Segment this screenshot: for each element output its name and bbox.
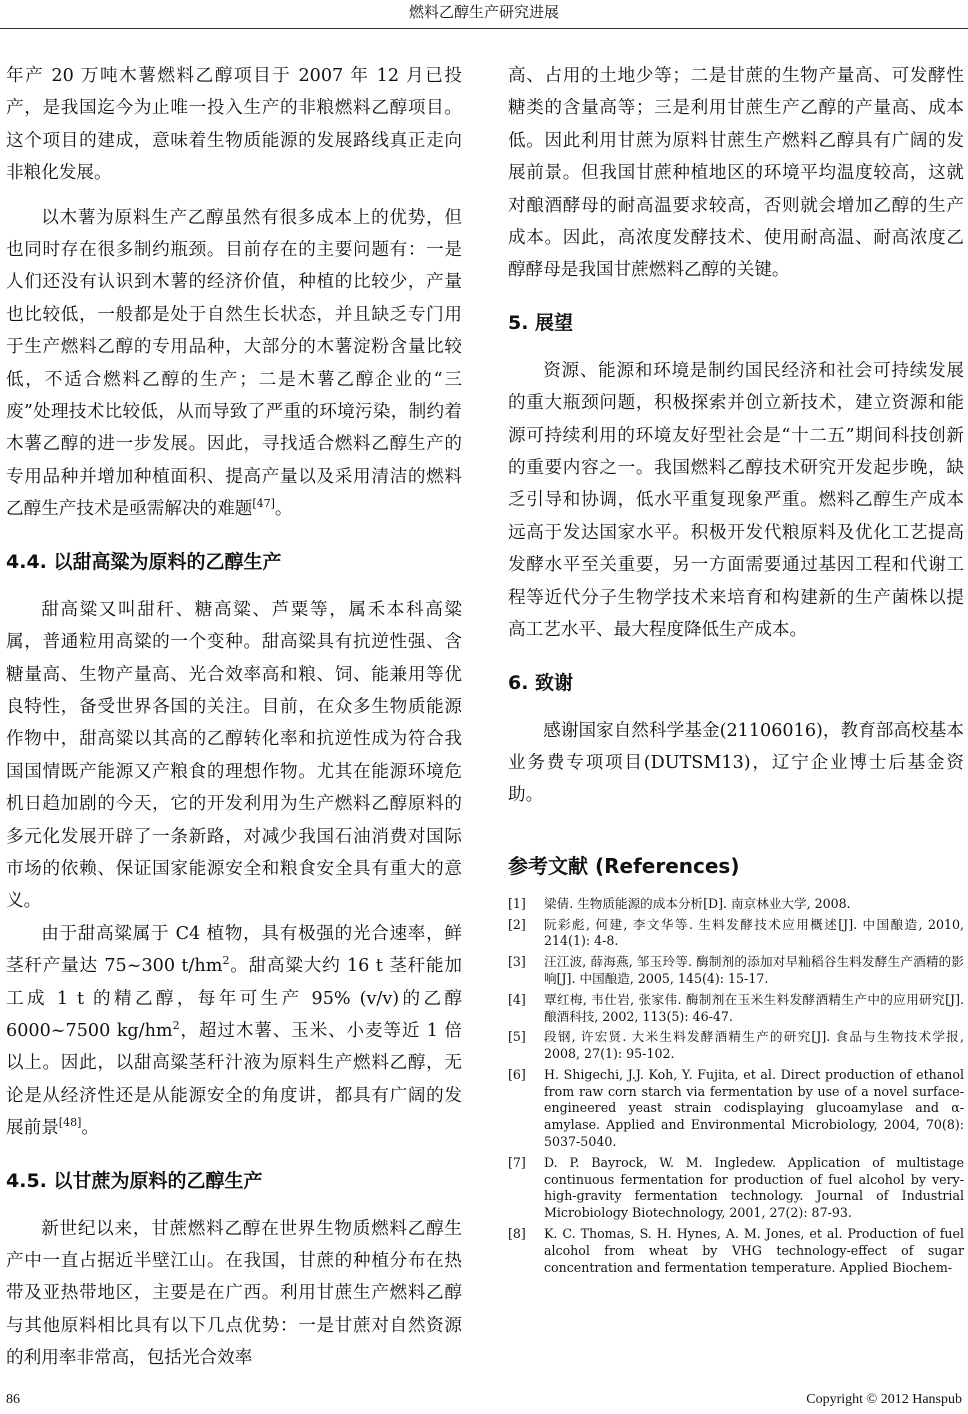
reference-number: [7] — [508, 1154, 526, 1170]
header-divider — [0, 28, 968, 29]
body-paragraph: 新世纪以来，甘蔗燃料乙醇在世界生物质燃料乙醇生产中一直占据近半壁江山。在我国，甘蔗的种植分布在热带及亚热带地区，主要是在广西。利用甘蔗生产燃料乙醇与其他原料相比具有以下几点优势：一是甘蔗对自然资源的利用率非常高，包括光合效率 — [6, 1218, 462, 1369]
reference-number: [4] — [508, 991, 526, 1007]
citation-48[interactable]: [48] — [58, 1116, 82, 1130]
body-paragraph: 高、占用的土地少等；二是甘蔗的生物产量高、可发酵性糖类的含量高等；三是利用甘蔗生产乙醇的产量高、成本低。因此利用甘蔗为原料甘蔗生产燃料乙醇具有广阔的发展前景。但我国甘蔗种植地区的环境平均温度较高，这就对酿酒酵母的耐高温要求较高，否则就会增加乙醇的生产成本。因此，高浓度发酵技术、使用耐高温、耐高浓度乙醇酵母是我国甘蔗燃料乙醇的关键。 — [508, 66, 964, 281]
reference-number: [3] — [508, 954, 526, 970]
paragraph-end: 。 — [274, 499, 293, 520]
reference-item — [508, 954, 964, 988]
reference-text: D. P. Bayrock, W. M. Ingledew. Application of multistage continuous fermentation for production of fuel alcohol by very-high-gravity fermentation technology. Journal of Industrial Microbiology Biotechnology, 2001, 27(2): 87-93. — [544, 1154, 964, 1221]
reference-item — [508, 1155, 964, 1222]
paragraph-text: 。甜高粱大约 16 t 茎秆能加工成 1 t 的精乙醇，每年可生产 95% (v/v)的乙醇 6000~7500 kg/hm — [6, 956, 462, 1041]
reference-text: 汪江波, 薛海燕, 邹玉玲等. 酶制剂的添加对早籼稻谷生料发酵生产酒精的影响[J]. 中国酿造, 2005, 145(4): 15-17. — [544, 954, 964, 986]
paragraph-text: 以木薯为原料生产乙醇虽然有很多成本上的优势，但也同时存在很多制约瓶颈。目前存在的主要问题有：一是人们还没有认识到木薯的经济价值，种植的比较少，产量也比较低，一般都是处于自然生长状态，并且缺乏专门用于生产燃料乙醇的专用品种，大部分的木薯淀粉含量比较低，不适合燃料乙醇的生产；二是木薯乙醇企业的“三废”处理技术比较低，从而导致了严重的环境污染，制约着木薯乙醇的进一步发展。因此，寻找适合燃料乙醇生产的专用品种并增加种植面积、提高产量以及采用清洁的燃料乙醇生产技术是亟需解决的难题 — [6, 207, 462, 520]
body-paragraph: 资源、能源和环境是制约国民经济和社会可持续发展的重大瓶颈问题，积极探索并创立新技术，建立资源和能源可持续利用的环境友好型社会是“十二五”期间科技创新的重要内容之一。我国燃料乙醇技术研究开发起步晚，缺乏引导和协调，低水平重复现象严重。燃料乙醇生产成本远高于发达国家水平。积极开发代粮原料及优化工艺提高发酵水平至关重要，另一方面需要通过基因工程和代谢工程等近代分子生物学技术来培育和构建新的生产菌株以提高工艺水平、最大程度降低生产成本。 — [508, 360, 964, 641]
reference-item — [508, 992, 964, 1026]
reference-item — [508, 1226, 964, 1276]
right-column — [508, 60, 964, 1280]
reference-list — [508, 896, 964, 1277]
reference-item — [508, 1067, 964, 1151]
reference-number: [2] — [508, 916, 526, 932]
superscript: 2 — [172, 1019, 180, 1033]
reference-item — [508, 917, 964, 951]
reference-text: 段钢, 许宏贤. 大米生料发酵酒精生产的研究[J]. 食品与生物技术学报, 2008, 27(1): 95-102. — [544, 1029, 964, 1062]
body-paragraph — [6, 202, 462, 526]
superscript: 2 — [222, 954, 230, 968]
body-paragraph: 感谢国家自然科学基金(21106016)，教育部高校基本业务费专项项目(DUTSM13)，辽宁企业博士后基金资助。 — [508, 720, 964, 806]
reference-text: 阮彩彪, 何建, 李文华等. 生料发酵技术应用概述[J]. 中国酿造, 2010, 214(1): 4-8. — [544, 916, 964, 949]
references-heading: 参考文献 (References) — [508, 853, 740, 878]
reference-number: [8] — [508, 1226, 526, 1242]
reference-text: 覃红梅, 韦仕岩, 张家伟. 酶制剂在玉米生料发酵酒精生产中的应用研究[J]. 酿酒科技, 2002, 113(5): 46-47. — [544, 991, 964, 1024]
section-heading-5: 5. 展望 — [508, 311, 574, 334]
reference-text: H. Shigechi, J.J. Koh, Y. Fujita, et al. Direct production of ethanol from raw corn starch via fermentation by use of a novel surface-engineered yeast strain codisplaying glucoamylase and α-amylase. Applied and Environmental Microbiology, 2004, 70(8): 5037-5040. — [544, 1066, 964, 1150]
section-heading-4-4: 4.4. 以甜高粱为原料的乙醇生产 — [6, 550, 282, 573]
copyright-notice: Copyright © 2012 Hanspub — [806, 1392, 962, 1407]
citation-47[interactable]: [47] — [252, 497, 275, 511]
body-paragraph: 年产 20 万吨木薯燃料乙醇项目于 2007 年 12 月已投产，是我国迄今为止唯一投入生产的非粮燃料乙醇项目。这个项目的建成，意味着生物质能源的发展路线真正走向非粮化发展。 — [6, 66, 462, 184]
reference-text: 梁倩. 生物质能源的成本分析[D]. 南京林业大学, 2008. — [544, 895, 851, 911]
reference-number: [5] — [508, 1029, 526, 1045]
reference-item — [508, 896, 964, 913]
reference-text: K. C. Thomas, S. H. Hynes, A. M. Jones, et al. Production of fuel alcohol from wheat by VHG technology-effect of sugar concentration and fermentation temperature. Applied Biochem- — [544, 1226, 964, 1275]
reference-number: [6] — [508, 1066, 526, 1082]
section-heading-6: 6. 致谢 — [508, 671, 574, 694]
paragraph-end: 。 — [81, 1118, 99, 1139]
paragraph-text: ，超过木薯、玉米、小麦等近 1 倍以上。因此，以甜高粱茎秆汁液为原料生产燃料乙醇，无论是从经济性还是从能源安全的角度讲，都具有广阔的发展前景 — [6, 1020, 462, 1139]
reference-item — [508, 1029, 964, 1063]
body-paragraph: 甜高粱又叫甜秆、糖高粱、芦粟等，属禾本科高粱属，普通粒用高粱的一个变种。甜高粱具有抗逆性强、含糖量高、生物产量高、光合效率高和粮、饲、能兼用等优良特性，备受世界各国的关注。目前，在众多生物质能源作物中，甜高粱以其高的乙醇转化率和抗逆性成为符合我国国情既产能源又产粮食的理想作物。尤其在能源环境危机日趋加剧的今天，它的开发利用为生产燃料乙醇原料的多元化发展开辟了一条新路，对减少我国石油消费对国际市场的依赖、保证国家能源安全和粮食安全具有重大的意义。 — [6, 599, 462, 912]
reference-number: [1] — [508, 895, 526, 911]
running-header-title: 燃料乙醇生产研究进展 — [408, 3, 559, 21]
body-paragraph — [6, 918, 462, 1145]
left-column — [6, 60, 462, 1375]
page-number: 86 — [6, 1392, 20, 1407]
section-heading-4-5: 4.5. 以甘蔗为原料的乙醇生产 — [6, 1169, 263, 1192]
paragraph-text: 由于甜高粱属于 C4 植物，具有极强的光合速率，鲜茎秆产量达 75~300 t/hm — [6, 923, 462, 977]
